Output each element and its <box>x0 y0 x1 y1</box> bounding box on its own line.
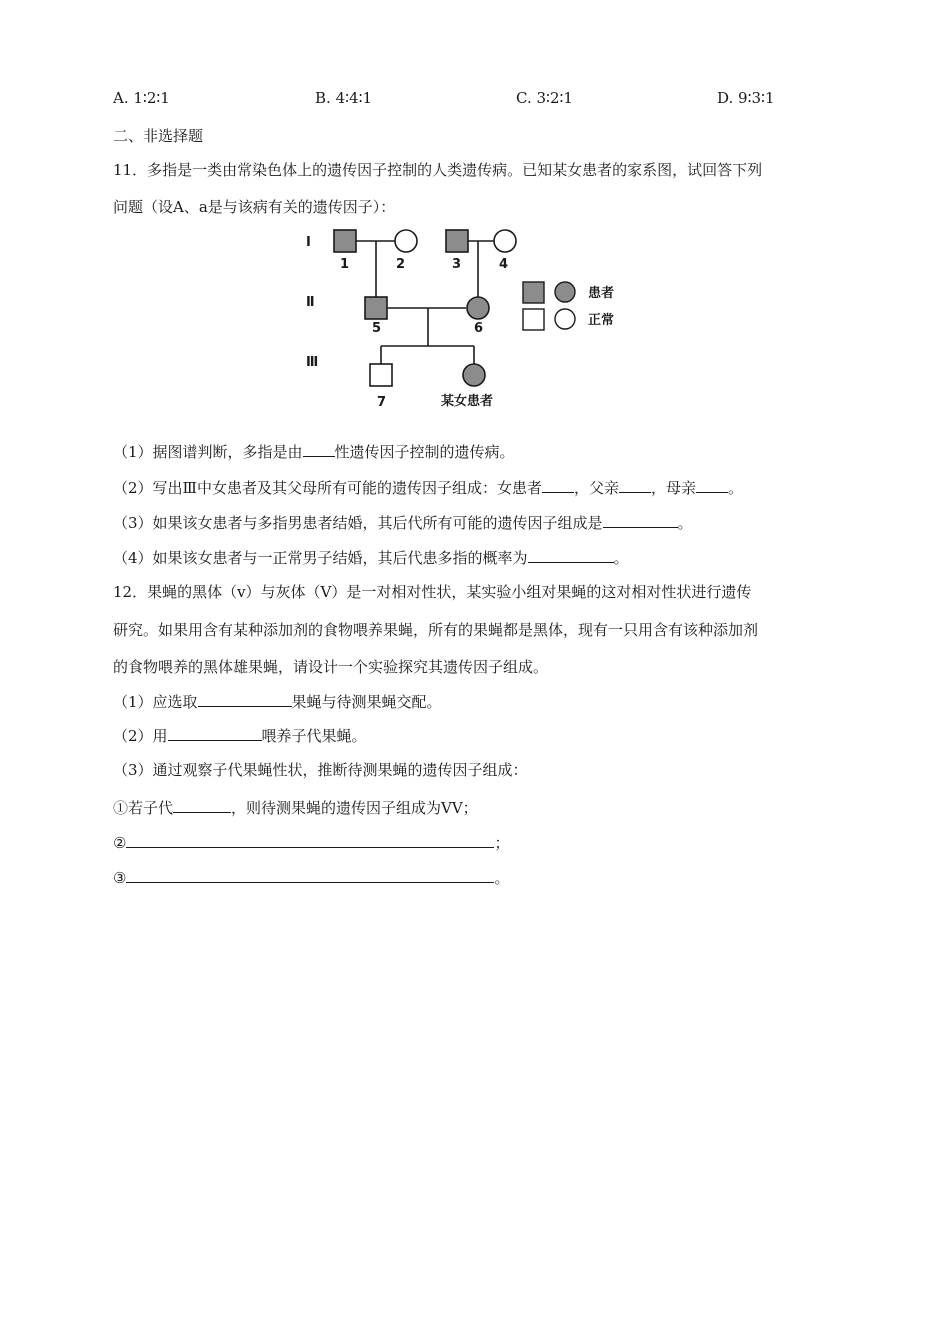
individual-label-3: 3 <box>452 257 462 272</box>
choice-c[interactable]: C. 3∶2∶1 <box>516 89 573 107</box>
q11-sub2: （2）写出Ⅲ中女患者及其父母所有可能的遗传因子组成：女患者 ，父亲 ，母亲 。 <box>113 479 744 497</box>
q11-stem-line2: 问题（设A、a是与该病有关的遗传因子）： <box>113 198 396 216</box>
legend-affected-male <box>523 282 544 303</box>
choice-a[interactable]: A. 1∶2∶1 <box>113 89 170 107</box>
q12-case3: ③ 。 <box>113 869 510 887</box>
q12-stem-line2: 研究。如果用含有某种添加剂的食物喂养果蝇，所有的果蝇都是黑体，现有一只用含有该种添加剂 <box>113 621 759 639</box>
choice-b[interactable]: B. 4∶4∶1 <box>315 89 373 107</box>
individual-label-7: 7 <box>377 395 387 410</box>
q12-stem-line1: 12．果蝇的黑体（v）与灰体（V）是一对相对性状，某实验小组对果蝇的这对相对性状进行遗传 <box>113 583 752 601</box>
q11-stem-line1: 11．多指是一类由常染色体上的遗传因子控制的人类遗传病。已知某女患者的家系图，试回答下列 <box>113 161 763 179</box>
choice-d[interactable]: D. 9∶3∶1 <box>717 89 775 107</box>
individual-label-1: 1 <box>340 257 350 272</box>
individual-6-affected-female <box>467 297 489 319</box>
individual-label-5: 5 <box>372 321 382 336</box>
q11-sub2-blank-daughter[interactable] <box>542 477 574 493</box>
q12-case1: ①若子代 ，则待测果蝇的遗传因子组成为VV； <box>113 799 478 817</box>
legend-affected-female <box>555 282 575 302</box>
q12-sub2: （2）用 喂养子代果蝇。 <box>113 727 367 745</box>
individual-2-normal-female <box>395 230 417 252</box>
individual-4-normal-female <box>494 230 516 252</box>
q12-sub3: （3）通过观察子代果蝇性状，推断待测果蝇的遗传因子组成： <box>113 761 528 779</box>
q12-sub1-blank[interactable] <box>198 691 292 707</box>
proband-label: 某女患者 <box>441 394 494 409</box>
q12-sub2-blank[interactable] <box>168 725 262 741</box>
individual-label-6: 6 <box>474 321 484 336</box>
individual-label-2: 2 <box>396 257 406 272</box>
pedigree-diagram <box>300 226 650 416</box>
q11-sub1: （1）据图谱判断，多指是由 性遗传因子控制的遗传病。 <box>113 443 515 461</box>
individual-label-4: 4 <box>499 257 509 272</box>
individual-7-normal-male <box>370 364 392 386</box>
q11-sub1-blank[interactable] <box>303 441 335 457</box>
generation-label-2: Ⅱ <box>306 295 315 310</box>
generation-label-3: Ⅲ <box>306 355 319 370</box>
section-title: 二、非选择题 <box>113 127 204 145</box>
q12-case3-blank[interactable] <box>126 867 494 883</box>
q12-sub1: （1）应选取 果蝇与待测果蝇交配。 <box>113 693 442 711</box>
legend-normal-male <box>523 309 544 330</box>
proband-affected-female <box>463 364 485 386</box>
q11-sub4-blank[interactable] <box>528 547 614 563</box>
individual-5-affected-male <box>365 297 387 319</box>
legend-normal-label: 正常 <box>588 313 615 328</box>
individual-3-affected-male <box>446 230 468 252</box>
q12-stem-line3: 的食物喂养的黑体雄果蝇，请设计一个实验探究其遗传因子组成。 <box>113 658 549 676</box>
q12-case1-blank[interactable] <box>173 797 231 813</box>
q11-sub3-blank[interactable] <box>603 512 678 528</box>
q11-sub4: （4）如果该女患者与一正常男子结婚，其后代患多指的概率为 。 <box>113 549 629 567</box>
q11-sub3: （3）如果该女患者与多指男患者结婚，其后代所有可能的遗传因子组成是 。 <box>113 514 693 532</box>
legend-normal-female <box>555 309 575 329</box>
q12-case2: ② ； <box>113 834 510 852</box>
individual-1-affected-male <box>334 230 356 252</box>
q11-sub2-blank-mother[interactable] <box>696 477 728 493</box>
q12-case2-blank[interactable] <box>126 832 494 848</box>
pedigree-svg <box>300 226 650 416</box>
q11-sub2-blank-father[interactable] <box>619 477 651 493</box>
legend-affected-label: 患者 <box>588 286 615 301</box>
generation-label-1: Ⅰ <box>306 235 311 250</box>
choice-row <box>113 89 843 109</box>
